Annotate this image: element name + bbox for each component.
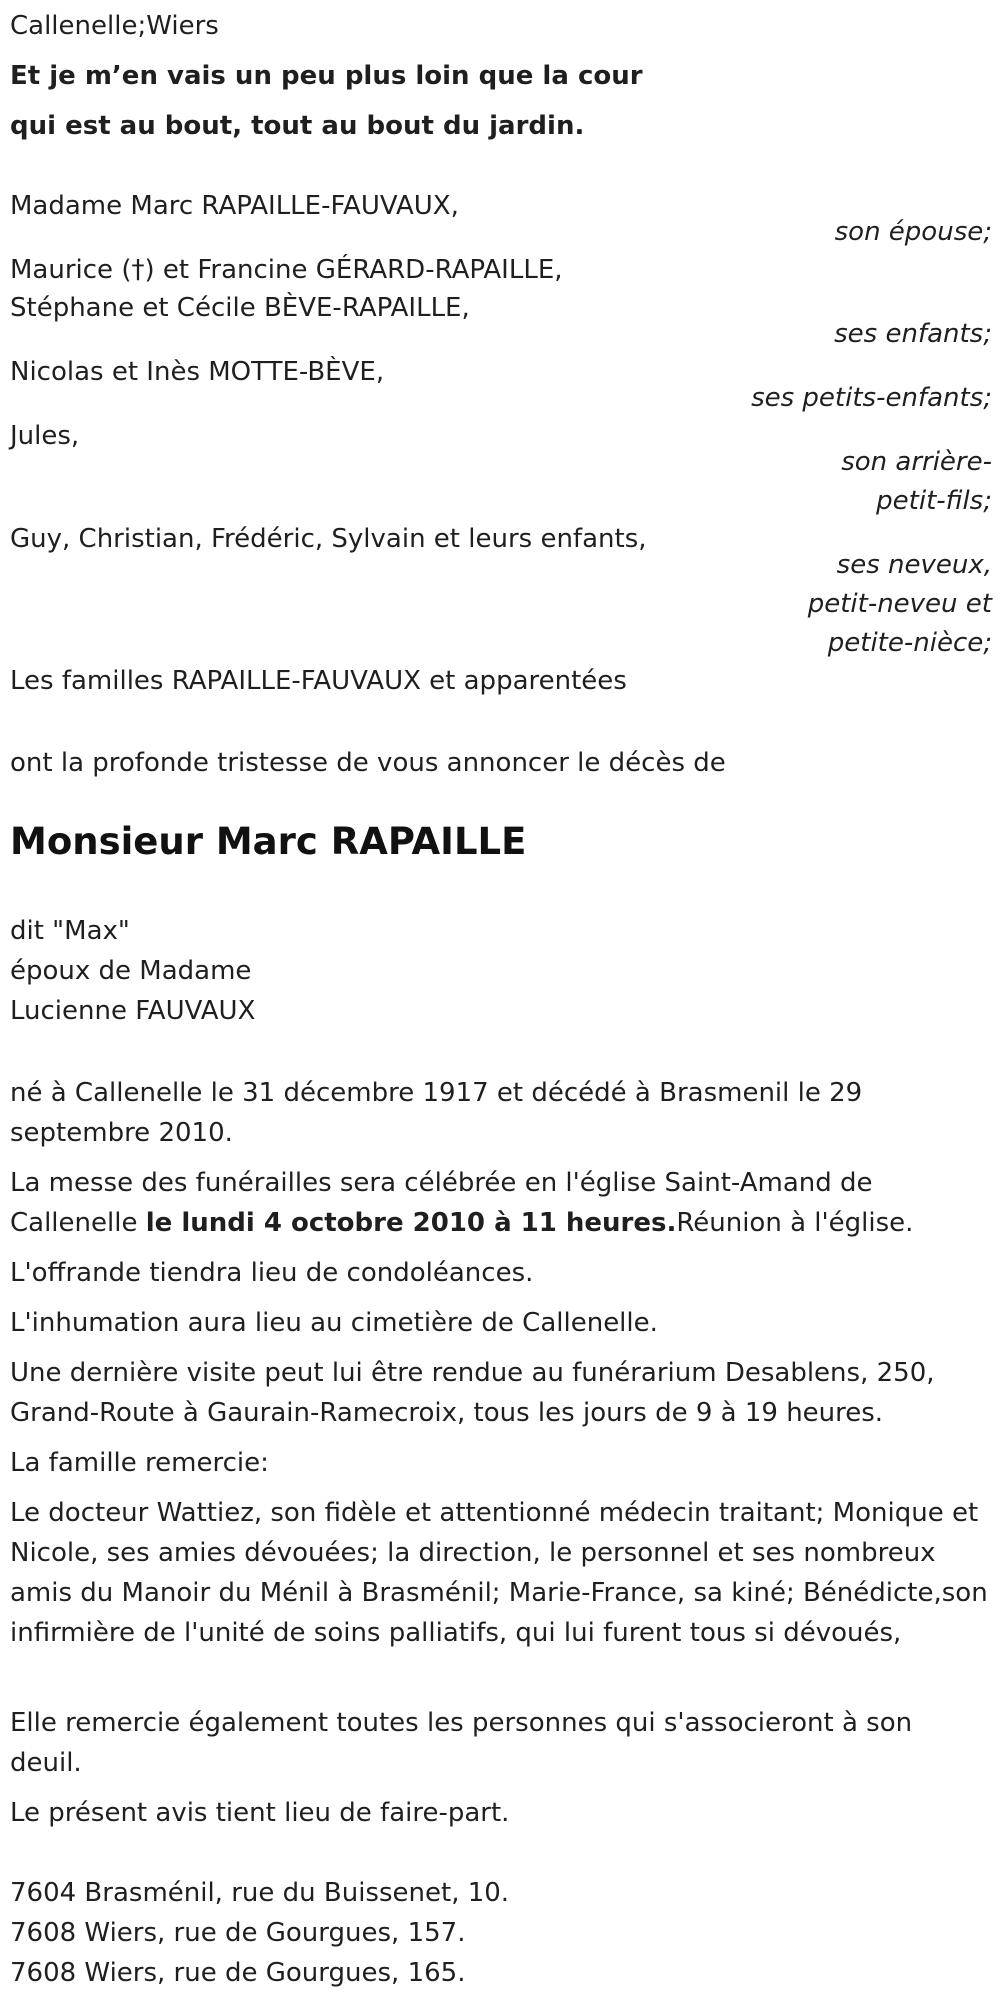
funeral-paragraph [10, 1163, 992, 1243]
thanks-intro: La famille remercie: [10, 1448, 269, 1478]
great-grandchild-role-1: son arrière- [841, 447, 992, 477]
nephews-role-3: petite-nièce; [827, 628, 992, 658]
spouse-of-line-2: Lucienne FAUVAUX [10, 996, 256, 1026]
nickname: dit "Max" [10, 916, 130, 946]
nephews-role-1: ses neveux, [836, 550, 992, 580]
thanks-all-paragraph: Elle remercie également toutes les personnes qui s'associeront à son deuil. [10, 1708, 913, 1778]
child-name-1: Maurice (†) et Francine GÉRARD-RAPAILLE, [10, 255, 563, 285]
verse-line-1: Et je m’en vais un peu plus loin que la cour [10, 61, 643, 91]
children-role: ses enfants; [834, 319, 992, 349]
burial-paragraph: L'inhumation aura lieu au cimetière de Callenelle. [10, 1308, 658, 1338]
spouse-of-line-1: époux de Madame [10, 956, 252, 986]
grandchildren-name: Nicolas et Inès MOTTE-BÈVE, [10, 357, 385, 387]
condolences-paragraph: L'offrande tiendra lieu de condoléances. [10, 1258, 534, 1288]
nephews-role-2: petit-neveu et [807, 589, 992, 619]
funeral-text-pre: La messe des funérailles sera célébrée en l'église Saint-Amand de Callenelle [10, 1168, 873, 1238]
funeral-date: le lundi 4 octobre 2010 à 11 heures. [145, 1208, 677, 1238]
great-grandchild-name: Jules, [10, 421, 80, 451]
address-line: 7608 Wiers, rue de Gourgues, 165. [10, 1958, 466, 1988]
address-line: 7608 Wiers, rue de Gourgues, 157. [10, 1918, 466, 1948]
verse-line-2: qui est au bout, tout au bout du jardin. [10, 111, 585, 141]
notice-paragraph: Le présent avis tient lieu de faire-part. [10, 1798, 510, 1828]
child-name-2: Stéphane et Cécile BÈVE-RAPAILLE, [10, 293, 470, 323]
birth-death-paragraph: né à Callenelle le 31 décembre 1917 et décédé à Brasmenil le 29 septembre 2010. [10, 1078, 863, 1148]
spouse-role: son épouse; [834, 217, 992, 247]
families-line: Les familles RAPAILLE-FAUVAUX et apparentées [10, 666, 627, 696]
thanks-list-paragraph: Le docteur Wattiez, son fidèle et attentionné médecin traitant; Monique et Nicole, ses amies dévouées; la direction, le personnel et ses nombreux amis du Manoir du Ménil à Brasménil; Marie-France, sa kiné; Bénédicte,son infirmière de l'unité de soins palliatifs, qui lui furent tous si dévoués, [10, 1498, 988, 1648]
location-header: Callenelle;Wiers [10, 11, 219, 41]
great-grandchild-role-2: petit-fils; [876, 486, 992, 516]
announcement-intro: ont la profonde tristesse de vous annoncer le décès de [10, 748, 726, 778]
grandchildren-role: ses petits-enfants; [751, 383, 992, 413]
funeral-text-post: Réunion à l'église. [676, 1208, 914, 1238]
deceased-name: Monsieur Marc RAPAILLE [10, 820, 527, 863]
nephews-name: Guy, Christian, Frédéric, Sylvain et leurs enfants, [10, 524, 647, 554]
visit-paragraph: Une dernière visite peut lui être rendue au funérarium Desablens, 250, Grand-Route à Gaurain-Ramecroix, tous les jours de 9 à 19 heures. [10, 1358, 935, 1428]
spouse-name: Madame Marc RAPAILLE-FAUVAUX, [10, 191, 459, 221]
address-line: 7604 Brasménil, rue du Buissenet, 10. [10, 1878, 510, 1908]
